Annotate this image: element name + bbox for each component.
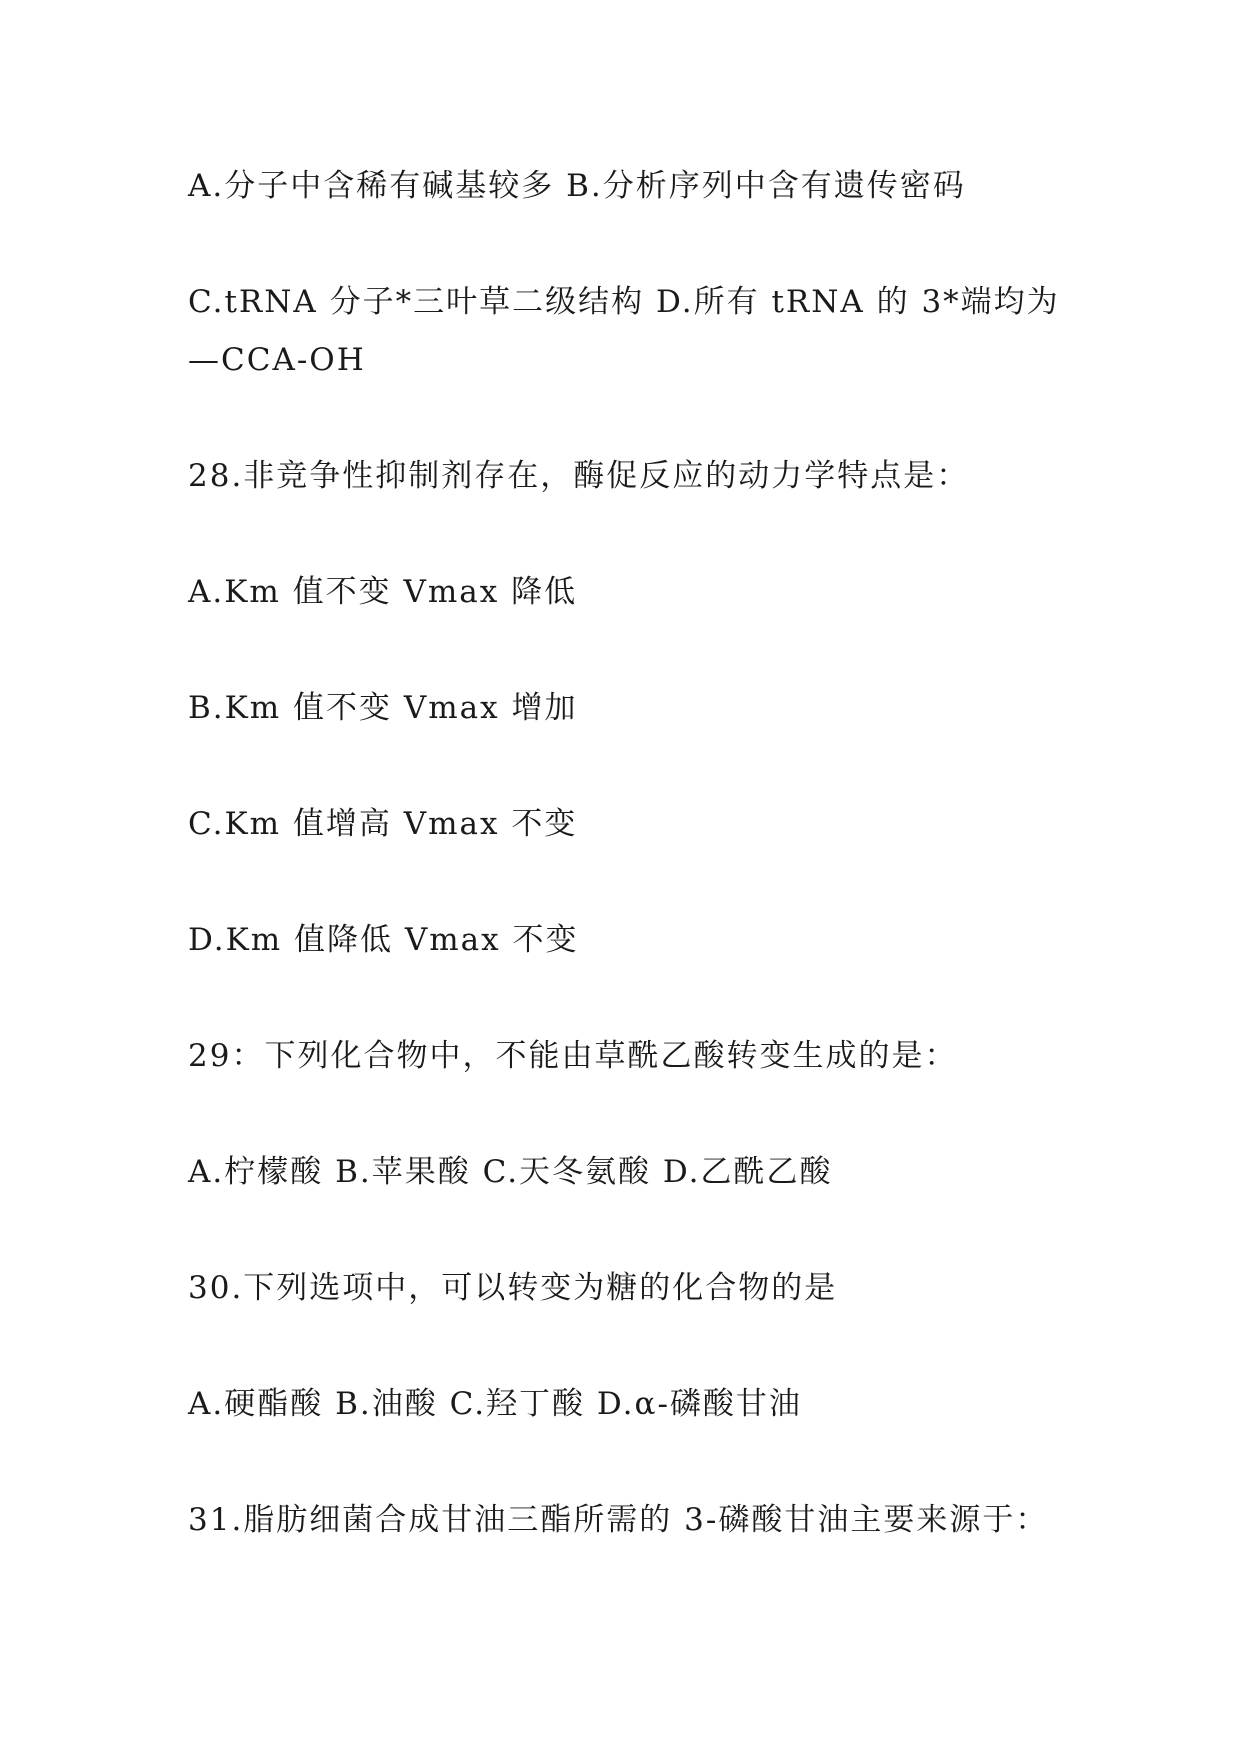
option-28-b: B.Km 值不变 Vmax 增加: [188, 690, 578, 726]
question-29: 29：下列化合物中，不能由草酰乙酸转变生成的是：: [188, 1038, 958, 1074]
options-30: A.硬酯酸 B.油酸 C.羟丁酸 D.α-磷酸甘油: [188, 1386, 802, 1422]
option-28-a: A.Km 值不变 Vmax 降低: [188, 574, 578, 610]
question-31: 31.脂肪细菌合成甘油三酯所需的 3-磷酸甘油主要来源于：: [188, 1502, 1049, 1538]
question-30: 30.下列选项中，可以转变为糖的化合物的是: [188, 1270, 838, 1306]
option-line-27-cd: C.tRNA 分子*三叶草二级结构 D.所有 tRNA 的 3*端均为: [188, 284, 1060, 320]
option-28-d: D.Km 值降低 Vmax 不变: [188, 922, 579, 958]
question-28: 28.非竞争性抑制剂存在，酶促反应的动力学特点是：: [188, 458, 970, 494]
options-29: A.柠檬酸 B.苹果酸 C.天冬氨酸 D.乙酰乙酸: [188, 1154, 833, 1190]
option-28-c: C.Km 值增高 Vmax 不变: [188, 806, 578, 842]
option-line-27-d-continued: —CCA-OH: [188, 342, 366, 378]
option-line-27-ab: A.分子中含稀有碱基较多 B.分析序列中含有遗传密码: [188, 168, 966, 204]
